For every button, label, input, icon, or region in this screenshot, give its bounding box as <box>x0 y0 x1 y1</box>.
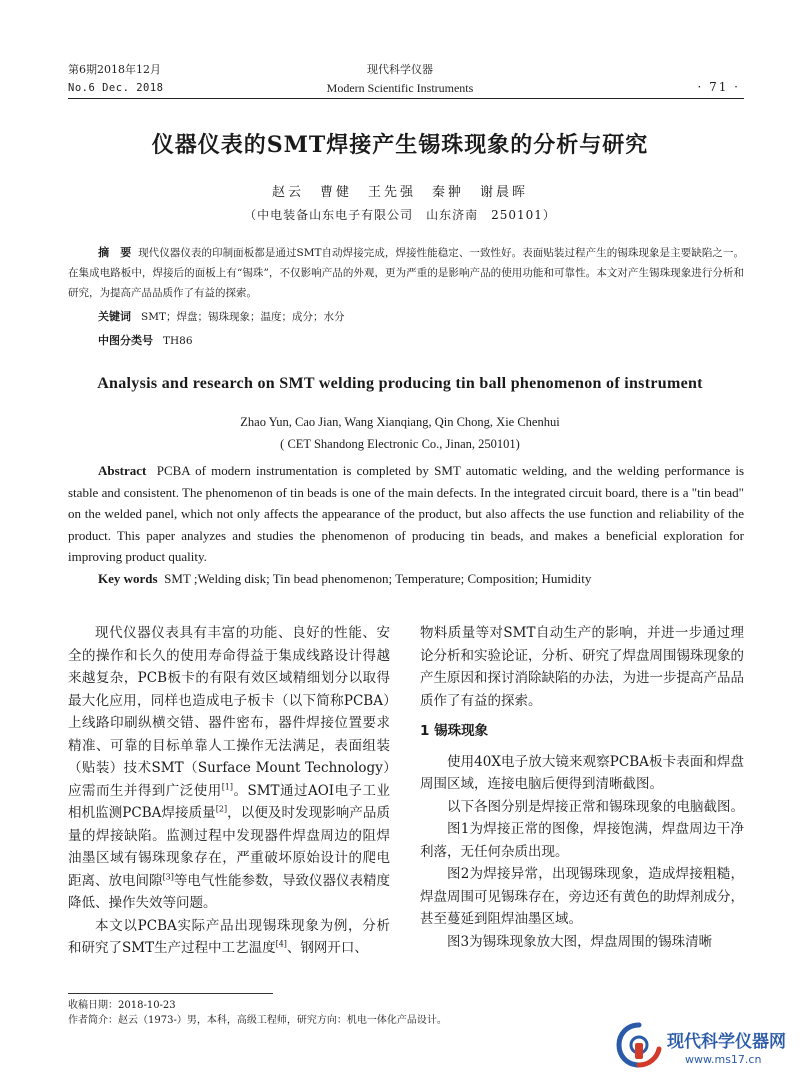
watermark-name: 现代科学仪器网 <box>667 1032 786 1052</box>
body-text: ，以便及时发现影响产品质量的焊接缺陷。监测过程中发现器件焊盘周边的阻焊油墨区域有锡珠现象存在，严重破坏原始设计的爬电距离、放电间隙 <box>68 805 391 889</box>
header-issue-en: No.6 Dec. 2018 <box>68 82 164 94</box>
body-text: 现代仪器仪表具有丰富的功能、良好的性能、安全的操作和长久的使用寿命得益于集成线路设计得越来越复杂，PCB板卡的有限有效区域精细划分以取得最大化应用，同样也造成电子板卡（以下简称PCBA）上线路印刷纵横交错、器件密布，器件焊接位置要求精准、可靠的目标单靠人工操作无法满足，表面组装（贴装）技术SMT（Surface Mount Technology）应需而生并得到广泛使用 <box>68 625 390 799</box>
affiliation-cn: （中电装备山东电子有限公司 山东济南 250101） <box>244 208 556 222</box>
abstract-en-text: PCBA of modern instrumentation is completed by SMT automatic welding, and the welding performance is stable and consistent. The phenomenon of tin beads is one of the main defects. In the integrated circuit board, there is a "tin bead" on the welded panel, which not only affects the appearance of the product, but also affects the use function and reliability of the product. This paper analyzes and studies the phenomenon of producing tin beads, and makes a beneficial exploration for improving product quality. <box>68 463 745 564</box>
body-right-column <box>420 622 744 953</box>
abstract-cn-label: 摘 要 <box>98 246 132 259</box>
body-paragraph <box>68 915 390 960</box>
body-paragraph: 以下各图分别是焊接正常和锡珠现象的电脑截图。 <box>447 798 744 815</box>
citation: [3] <box>162 872 174 881</box>
header-issue-cn: 第6期2018年12月 <box>68 63 161 76</box>
abstract-en <box>68 460 744 568</box>
watermark-logo <box>615 1017 790 1077</box>
header-journal-en: Modern Scientific Instruments <box>326 81 474 95</box>
authors-en: Zhao Yun, Cao Jian, Wang Xianqiang, Qin Chong, Xie Chenhui <box>240 415 560 429</box>
keywords-en-label: Key words <box>98 571 158 586</box>
keywords-en <box>98 571 591 587</box>
clc-number <box>98 333 193 349</box>
body-text: 等电气性能参数，导致仪器仪表精度降低、操作失效等问题。 <box>68 872 391 911</box>
section-heading: 1 锡珠现象 <box>420 723 489 739</box>
citation: [4] <box>275 939 287 949</box>
header-journal-cn: 现代科学仪器 <box>367 63 433 76</box>
body-paragraph: 图2为焊接异常，出现锡珠现象，造成焊接粗糙，焊盘周围可见锡珠存在，旁边还有黄色的助焊剂成分，甚至蔓延到阻焊油墨区域。 <box>420 866 744 927</box>
body-text: 本文以PCBA实际产品出现锡珠现象为例，分析和研究了SMT生产过程中工艺温度 <box>68 917 390 956</box>
body-paragraph: 物料质量等对SMT自动生产的影响，并进一步通过理论分析和实验论证，分析、研究了焊盘周围锡珠现象的产生原因和探讨消除缺陷的办法，为进一步提高产品品质作了有益的探索。 <box>420 625 744 709</box>
abstract-cn-text: 现代仪器仪表的印制面板都是通过SMT自动焊接完成，焊接性能稳定、一致性好。表面贴装过程产生的锡珠现象是主要缺陷之一。在集成电路板中，焊接后的面板上有“锡珠”，不仅影响产品的外观，更为严重的是影响产品的使用功能和可靠性。本文对产生锡珠现象进行分析和研究，为提高产品品质作了有益的探索。 <box>68 247 745 299</box>
footnote-received: 收稿日期：2018-10-23 <box>68 1000 176 1011</box>
watermark-url: www.ms17.cn <box>685 1053 762 1066</box>
keywords-cn-text: SMT；焊盘；锡珠现象；温度；成分；水分 <box>141 311 345 323</box>
body-paragraph: 图3为锡珠现象放大图，焊盘周围的锡珠清晰 <box>447 933 713 950</box>
body-left-column <box>68 622 390 960</box>
citation: [1] <box>221 782 234 791</box>
clc-label: 中图分类号 <box>98 334 153 347</box>
abstract-en-label: Abstract <box>98 463 147 478</box>
affiliation-en: ( CET Shandong Electronic Co., Jinan, 250101) <box>280 437 520 451</box>
header-page-number: · 71 · <box>697 80 740 94</box>
keywords-en-text: SMT ;Welding disk; Tin bead phenomenon; Temperature; Composition; Humidity <box>164 571 592 586</box>
logo-emblem-icon <box>615 1021 663 1071</box>
keywords-cn-label: 关键词 <box>98 310 131 323</box>
paper-title-en: Analysis and research on SMT welding producing tin ball phenomenon of instrument <box>97 375 703 392</box>
body-paragraph: 图1为焊接正常的图像，焊接饱满，焊盘周边干净利落，无任何杂质出现。 <box>420 821 744 860</box>
citation: [2] <box>215 804 228 814</box>
body-text: 。SMT通过AOI电子工业相机监测PCBA焊接质量 <box>68 782 390 821</box>
paper-title-cn: 仪器仪表的SMT焊接产生锡珠现象的分析与研究 <box>151 132 649 158</box>
authors-cn: 赵云 曹健 王先强 秦翀 谢晨晖 <box>271 185 528 200</box>
body-paragraph <box>68 622 390 915</box>
header-rule <box>68 98 744 99</box>
clc-text: TH86 <box>163 335 193 347</box>
footnote-author-bio: 作者简介：赵云（1973-）男，本科，高级工程师，研究方向：机电一体化产品设计。 <box>68 1015 447 1026</box>
footnote-rule <box>68 993 273 994</box>
abstract-cn <box>68 243 744 303</box>
body-paragraph: 使用40X电子放大镜来观察PCBA板卡表面和焊盘周围区域，连接电脑后便得到清晰截图。 <box>420 753 744 792</box>
keywords-cn <box>98 309 344 325</box>
body-text: 、钢网开口、 <box>286 940 368 956</box>
